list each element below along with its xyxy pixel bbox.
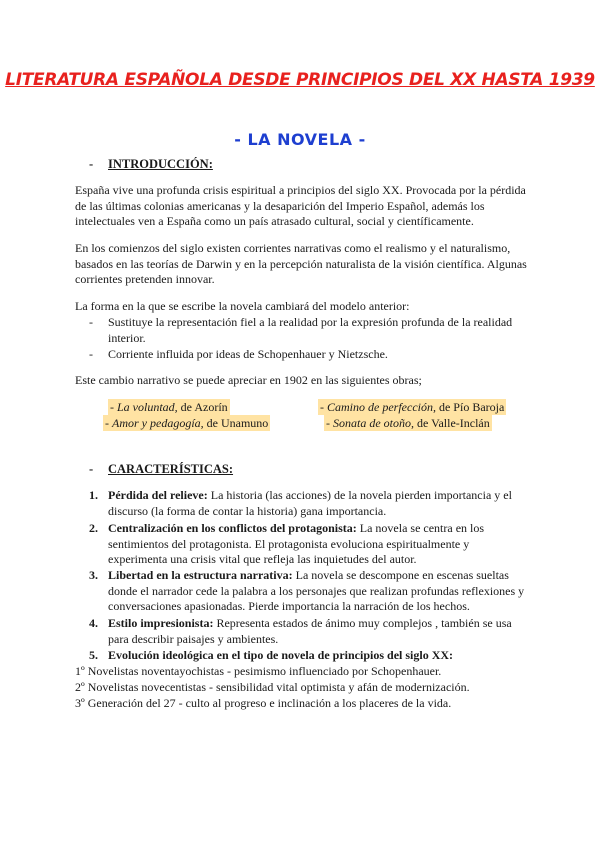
highlighted-work: - Amor y pedagogía, de Unamuno xyxy=(105,416,269,430)
intro-paragraph-2: En los comienzos del siglo existen corrientes narrativas como el realismo y el naturalismo, basados en las teorías de Darwin y en la percepción naturalista de la visión científica. Algunas corrientes pretenden innovar. xyxy=(75,241,527,286)
generation-line: 1º Novelistas noventayochistas - pesimismo influenciado por Schopenhauer. xyxy=(75,664,442,678)
highlighted-work: - Sonata de otoño, de Valle-Inclán xyxy=(326,416,490,430)
feature-item: 4. Estilo impresionista: Representa estados de ánimo muy complejos , también se usa para describir paisajes y ambientes. xyxy=(89,616,512,646)
feature-item: 3. Libertad en la estructura narrativa: La novela se descompone en escenas sueltas donde el narrador cede la palabra a los personajes que realizan profundas reflexiones y conversaciones apasionadas. Pierde importancia la narración de los hechos. xyxy=(89,568,525,613)
features-heading: - CARACTERÍSTICAS: xyxy=(89,462,234,476)
feature-item: 1. Pérdida del relieve: La historia (las acciones) de la novela pierden importancia y el discurso (la forma de contar la historia) gana importancia. xyxy=(89,488,512,518)
intro-paragraph-1: España vive una profunda crisis espiritual a principios del siglo XX. Provocada por la pérdida de las últimas colonias americanas y la desaparición del Imperio Español, además los intelectuales ven a España como un país atrasado cultural, social y científicamente. xyxy=(75,183,526,228)
list-item: - Sustituye la representación fiel a la realidad por la expresión profunda de la realidad interior. xyxy=(89,315,513,345)
document-title: LITERATURA ESPAÑOLA DESDE PRINCIPIOS DEL XX HASTA 1939 xyxy=(5,70,595,90)
highlighted-work: - La voluntad, de Azorín xyxy=(110,400,228,414)
section-subtitle: - LA NOVELA - xyxy=(234,130,366,149)
intro-paragraph-3: La forma en la que se escribe la novela cambiará del modelo anterior: xyxy=(75,299,410,313)
highlighted-work: - Camino de perfección, de Pío Baroja xyxy=(320,400,505,414)
generation-line: 2º Novelistas novecentistas - sensibilidad vital optimista y afán de modernización. xyxy=(75,680,470,694)
intro-paragraph-4: Este cambio narrativo se puede apreciar en 1902 en las siguientes obras; xyxy=(75,373,422,387)
generation-line: 3º Generación del 27 - culto al progreso e inclinación a los placeres de la vida. xyxy=(75,696,452,710)
feature-item: 2. Centralización en los conflictos del protagonista: La novela se centra en los sentimientos del protagonista. El protagonista evoluciona espiritualmente y experimenta una crisis vital que refleja las inquietudes del autor. xyxy=(89,521,485,566)
intro-heading: - INTRODUCCIÓN: xyxy=(89,157,213,171)
feature-item: 5. Evolución ideológica en el tipo de novela de principios del siglo XX: xyxy=(89,648,454,662)
list-item: - Corriente influida por ideas de Schopenhauer y Nietzsche. xyxy=(89,347,388,361)
